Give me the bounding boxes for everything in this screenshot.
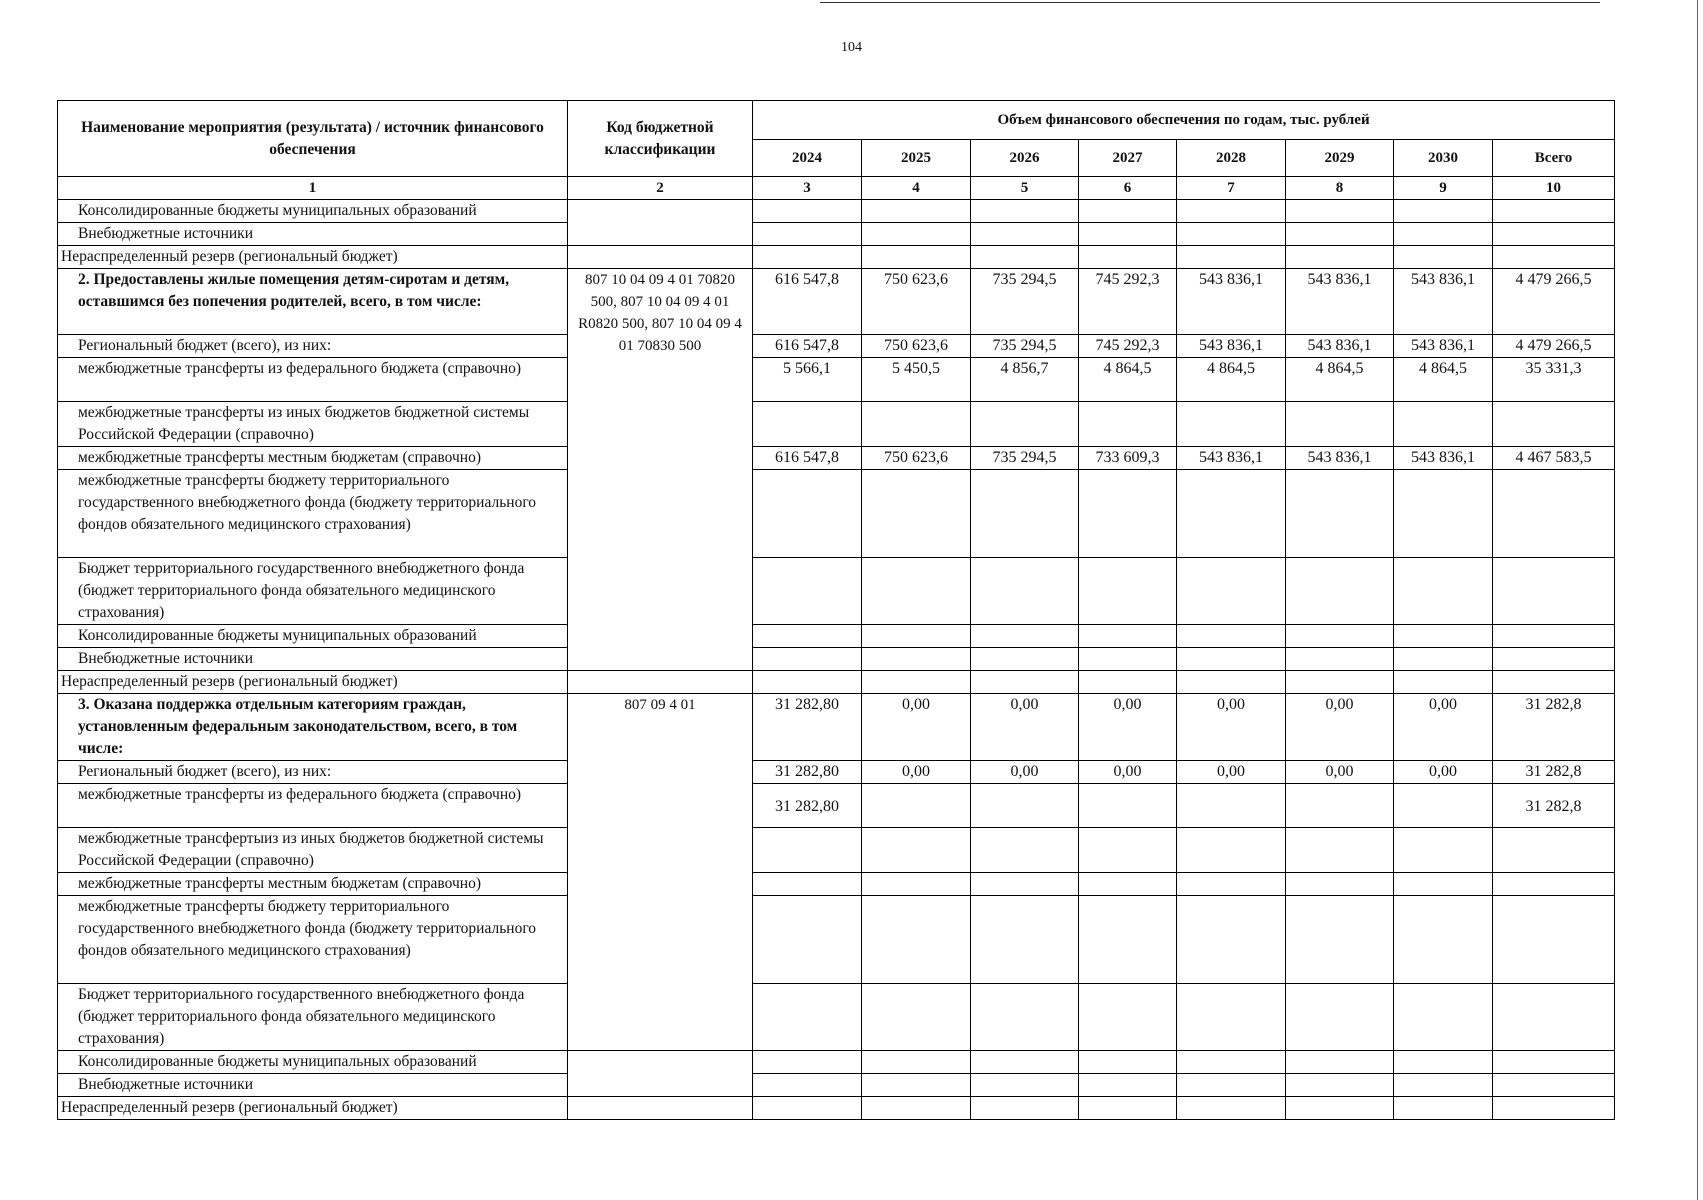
value-cell	[753, 896, 862, 984]
value-cell	[1079, 828, 1177, 873]
value-cell: 543 836,1	[1286, 447, 1394, 470]
value-cell: 0,00	[1394, 694, 1493, 761]
value-cell	[1177, 402, 1286, 447]
value-cell	[1286, 402, 1394, 447]
value-cell: 31 282,80	[753, 694, 862, 761]
row-name: Нераспределенный резерв (региональный бюджет)	[58, 246, 568, 269]
value-cell	[1394, 625, 1493, 648]
value-cell	[971, 246, 1079, 269]
header-year: 2028	[1177, 140, 1286, 177]
row-name: Консолидированные бюджеты муниципальных образований	[58, 625, 568, 648]
value-cell	[971, 648, 1079, 671]
value-cell	[1079, 984, 1177, 1051]
value-cell	[1079, 1051, 1177, 1074]
financing-table	[57, 100, 1615, 1120]
page-number: 104	[841, 40, 862, 55]
value-cell	[971, 828, 1079, 873]
budget-code-cell	[568, 671, 753, 694]
value-cell: 4 479 266,5	[1493, 269, 1615, 335]
value-cell	[753, 402, 862, 447]
value-cell	[1493, 671, 1615, 694]
value-cell	[1394, 873, 1493, 896]
value-cell: 0,00	[862, 761, 971, 784]
value-cell	[1286, 1051, 1394, 1074]
value-cell	[1079, 1097, 1177, 1120]
value-cell	[753, 671, 862, 694]
value-cell	[1286, 896, 1394, 984]
value-cell	[971, 402, 1079, 447]
header-year: 2025	[862, 140, 971, 177]
value-cell	[1394, 671, 1493, 694]
value-cell	[1177, 558, 1286, 625]
value-cell	[1079, 873, 1177, 896]
header-year: 2027	[1079, 140, 1177, 177]
value-cell	[1493, 402, 1615, 447]
value-cell	[1493, 625, 1615, 648]
value-cell	[1079, 648, 1177, 671]
value-cell	[753, 1074, 862, 1097]
column-number: 5	[971, 177, 1079, 200]
header-volume: Объем финансового обеспечения по годам, тыс. рублей	[753, 101, 1615, 140]
value-cell	[971, 671, 1079, 694]
value-cell	[753, 828, 862, 873]
row-name: Внебюджетные источники	[58, 1074, 568, 1097]
value-cell	[753, 1051, 862, 1074]
value-cell: 31 282,8	[1493, 784, 1615, 828]
value-cell	[862, 671, 971, 694]
value-cell: 616 547,8	[753, 447, 862, 470]
value-cell: 745 292,3	[1079, 269, 1177, 335]
value-cell: 543 836,1	[1394, 335, 1493, 358]
value-cell	[1493, 223, 1615, 246]
value-cell	[1177, 246, 1286, 269]
value-cell	[1394, 1051, 1493, 1074]
value-cell	[971, 1097, 1079, 1120]
row-name: Внебюджетные источники	[58, 648, 568, 671]
value-cell	[1079, 200, 1177, 223]
value-cell	[1394, 984, 1493, 1051]
value-cell	[1394, 784, 1493, 828]
value-cell: 4 864,5	[1394, 358, 1493, 402]
value-cell: 31 282,8	[1493, 694, 1615, 761]
column-number: 6	[1079, 177, 1177, 200]
row-name: Бюджет территориального государственного внебюджетного фонда (бюджет территориального фонда обязательного медицинского страхования)	[58, 984, 568, 1051]
value-cell: 543 836,1	[1177, 335, 1286, 358]
value-cell	[862, 896, 971, 984]
row-name: Консолидированные бюджеты муниципальных образований	[58, 1051, 568, 1074]
value-cell: 616 547,8	[753, 335, 862, 358]
value-cell	[1493, 648, 1615, 671]
header-year: 2030	[1394, 140, 1493, 177]
value-cell: 4 479 266,5	[1493, 335, 1615, 358]
value-cell: 543 836,1	[1394, 447, 1493, 470]
row-name: Региональный бюджет (всего), из них:	[58, 761, 568, 784]
value-cell: 543 836,1	[1177, 447, 1286, 470]
value-cell: 4 856,7	[971, 358, 1079, 402]
value-cell: 0,00	[1079, 694, 1177, 761]
value-cell	[1177, 984, 1286, 1051]
row-name: Региональный бюджет (всего), из них:	[58, 335, 568, 358]
value-cell	[1079, 223, 1177, 246]
value-cell: 0,00	[1177, 694, 1286, 761]
column-number: 9	[1394, 177, 1493, 200]
value-cell: 0,00	[1286, 761, 1394, 784]
value-cell	[1177, 648, 1286, 671]
value-cell	[1394, 223, 1493, 246]
value-cell	[1493, 1051, 1615, 1074]
value-cell	[753, 648, 862, 671]
value-cell	[1286, 223, 1394, 246]
value-cell	[862, 470, 971, 558]
row-name: межбюджетные трансферты из федерального бюджета (справочно)	[58, 358, 568, 402]
value-cell: 735 294,5	[971, 269, 1079, 335]
value-cell	[1286, 1074, 1394, 1097]
row-name: Нераспределенный резерв (региональный бюджет)	[58, 1097, 568, 1120]
value-cell	[1394, 828, 1493, 873]
header-year: 2029	[1286, 140, 1394, 177]
value-cell	[1493, 984, 1615, 1051]
value-cell: 31 282,80	[753, 784, 862, 828]
scan-line	[1697, 0, 1698, 1200]
value-cell: 735 294,5	[971, 335, 1079, 358]
row-name: межбюджетные трансферты местным бюджетам (справочно)	[58, 873, 568, 896]
column-number: 10	[1493, 177, 1615, 200]
budget-code-cell	[568, 1051, 753, 1097]
value-cell	[862, 1097, 971, 1120]
value-cell	[1286, 1097, 1394, 1120]
value-cell	[1394, 470, 1493, 558]
value-cell: 4 467 583,5	[1493, 447, 1615, 470]
column-number: 7	[1177, 177, 1286, 200]
budget-code-cell	[568, 200, 753, 246]
value-cell	[1493, 873, 1615, 896]
value-cell	[1177, 828, 1286, 873]
value-cell	[971, 470, 1079, 558]
value-cell	[753, 558, 862, 625]
budget-code-cell: 807 10 04 09 4 01 70820 500, 807 10 04 09 4 01 R0820 500, 807 10 04 09 4 01 70830 500	[568, 269, 753, 671]
value-cell	[1493, 1097, 1615, 1120]
value-cell	[1286, 246, 1394, 269]
value-cell	[753, 984, 862, 1051]
value-cell: 733 609,3	[1079, 447, 1177, 470]
value-cell: 0,00	[1286, 694, 1394, 761]
column-number: 1	[58, 177, 568, 200]
value-cell	[971, 896, 1079, 984]
value-cell	[862, 625, 971, 648]
row-name: 2. Предоставлены жилые помещения детям-сиротам и детям, оставшимся без попечения родителей, всего, в том числе:	[58, 269, 568, 335]
row-name: межбюджетные трансферты бюджету территориального государственного внебюджетного фонда (бюджету территориального фондов обязательного медицинского страхования)	[58, 896, 568, 984]
row-name: межбюджетные трансферты бюджету территориального государственного внебюджетного фонда (бюджету территориального фондов обязательного медицинского страхования)	[58, 470, 568, 558]
value-cell	[1286, 625, 1394, 648]
value-cell	[971, 873, 1079, 896]
value-cell: 616 547,8	[753, 269, 862, 335]
value-cell	[753, 625, 862, 648]
value-cell: 0,00	[971, 694, 1079, 761]
value-cell: 0,00	[1394, 761, 1493, 784]
value-cell	[862, 223, 971, 246]
value-cell: 543 836,1	[1177, 269, 1286, 335]
value-cell: 4 864,5	[1286, 358, 1394, 402]
value-cell	[862, 246, 971, 269]
value-cell	[1493, 470, 1615, 558]
value-cell: 35 331,3	[1493, 358, 1615, 402]
row-name: Бюджет территориального государственного внебюджетного фонда (бюджет территориального фонда обязательного медицинского страхования)	[58, 558, 568, 625]
value-cell	[1177, 223, 1286, 246]
row-name: межбюджетные трансфертыиз из иных бюджетов бюджетной системы Российской Федерации (справочно)	[58, 828, 568, 873]
value-cell	[1286, 200, 1394, 223]
header-year: 2024	[753, 140, 862, 177]
value-cell	[971, 223, 1079, 246]
value-cell: 4 864,5	[1177, 358, 1286, 402]
value-cell: 0,00	[1177, 761, 1286, 784]
value-cell	[753, 1097, 862, 1120]
value-cell	[1394, 648, 1493, 671]
value-cell: 735 294,5	[971, 447, 1079, 470]
scan-line	[820, 2, 1600, 3]
value-cell	[1493, 1074, 1615, 1097]
value-cell: 750 623,6	[862, 447, 971, 470]
value-cell	[971, 625, 1079, 648]
value-cell	[1286, 648, 1394, 671]
value-cell	[1394, 1074, 1493, 1097]
column-number: 3	[753, 177, 862, 200]
value-cell	[1079, 784, 1177, 828]
value-cell	[1079, 671, 1177, 694]
value-cell	[1079, 558, 1177, 625]
row-name: Консолидированные бюджеты муниципальных образований	[58, 200, 568, 223]
value-cell	[1079, 470, 1177, 558]
value-cell	[971, 200, 1079, 223]
value-cell	[1286, 671, 1394, 694]
header-code: Код бюджетной классификации	[568, 101, 753, 177]
value-cell	[1394, 896, 1493, 984]
value-cell	[971, 784, 1079, 828]
value-cell	[1177, 625, 1286, 648]
value-cell	[1177, 896, 1286, 984]
row-name: Нераспределенный резерв (региональный бюджет)	[58, 671, 568, 694]
value-cell: 5 566,1	[753, 358, 862, 402]
row-name: 3. Оказана поддержка отдельным категориям граждан, установленным федеральным законодательством, всего, в том числе:	[58, 694, 568, 761]
value-cell: 31 282,8	[1493, 761, 1615, 784]
value-cell	[1394, 246, 1493, 269]
value-cell	[1286, 558, 1394, 625]
value-cell	[1286, 828, 1394, 873]
header-year: 2026	[971, 140, 1079, 177]
value-cell	[1177, 1097, 1286, 1120]
value-cell: 0,00	[971, 761, 1079, 784]
row-name: Внебюджетные источники	[58, 223, 568, 246]
value-cell: 543 836,1	[1286, 269, 1394, 335]
value-cell	[1286, 984, 1394, 1051]
value-cell	[753, 470, 862, 558]
value-cell	[1493, 200, 1615, 223]
value-cell	[862, 873, 971, 896]
value-cell	[1286, 470, 1394, 558]
value-cell	[1177, 470, 1286, 558]
value-cell: 0,00	[862, 694, 971, 761]
value-cell: 5 450,5	[862, 358, 971, 402]
value-cell	[862, 200, 971, 223]
value-cell	[1079, 246, 1177, 269]
value-cell	[753, 246, 862, 269]
value-cell	[1177, 671, 1286, 694]
value-cell	[1394, 200, 1493, 223]
value-cell	[1286, 873, 1394, 896]
value-cell	[1177, 1074, 1286, 1097]
value-cell	[1079, 402, 1177, 447]
value-cell	[1394, 402, 1493, 447]
value-cell	[862, 1051, 971, 1074]
value-cell	[862, 648, 971, 671]
budget-code-cell	[568, 246, 753, 269]
header-name: Наименование мероприятия (результата) / источник финансового обеспечения	[58, 101, 568, 177]
budget-code-cell	[568, 1097, 753, 1120]
value-cell	[753, 223, 862, 246]
value-cell	[1394, 558, 1493, 625]
value-cell	[862, 558, 971, 625]
value-cell	[1079, 1074, 1177, 1097]
value-cell	[971, 1074, 1079, 1097]
value-cell	[862, 984, 971, 1051]
value-cell: 31 282,80	[753, 761, 862, 784]
value-cell	[1079, 625, 1177, 648]
value-cell	[1177, 873, 1286, 896]
value-cell	[1177, 784, 1286, 828]
value-cell	[862, 784, 971, 828]
value-cell	[1493, 896, 1615, 984]
row-name: межбюджетные трансферты из федерального бюджета (справочно)	[58, 784, 568, 828]
row-name: межбюджетные трансферты из иных бюджетов бюджетной системы Российской Федерации (справочно)	[58, 402, 568, 447]
value-cell	[1079, 896, 1177, 984]
value-cell: 750 623,6	[862, 269, 971, 335]
value-cell: 750 623,6	[862, 335, 971, 358]
value-cell	[971, 984, 1079, 1051]
value-cell	[971, 1051, 1079, 1074]
value-cell: 543 836,1	[1286, 335, 1394, 358]
value-cell	[862, 1074, 971, 1097]
value-cell	[1286, 784, 1394, 828]
budget-code-cell: 807 09 4 01	[568, 694, 753, 1051]
value-cell: 0,00	[1079, 761, 1177, 784]
value-cell: 745 292,3	[1079, 335, 1177, 358]
value-cell	[1394, 1097, 1493, 1120]
value-cell	[753, 200, 862, 223]
value-cell	[971, 558, 1079, 625]
value-cell: 543 836,1	[1394, 269, 1493, 335]
value-cell	[862, 402, 971, 447]
value-cell	[1177, 1051, 1286, 1074]
column-number: 4	[862, 177, 971, 200]
value-cell	[1493, 558, 1615, 625]
value-cell	[753, 873, 862, 896]
column-number: 8	[1286, 177, 1394, 200]
value-cell	[862, 828, 971, 873]
column-number: 2	[568, 177, 753, 200]
value-cell	[1493, 828, 1615, 873]
value-cell: 4 864,5	[1079, 358, 1177, 402]
value-cell	[1177, 200, 1286, 223]
row-name: межбюджетные трансферты местным бюджетам (справочно)	[58, 447, 568, 470]
value-cell	[1493, 246, 1615, 269]
header-total: Всего	[1493, 140, 1615, 177]
